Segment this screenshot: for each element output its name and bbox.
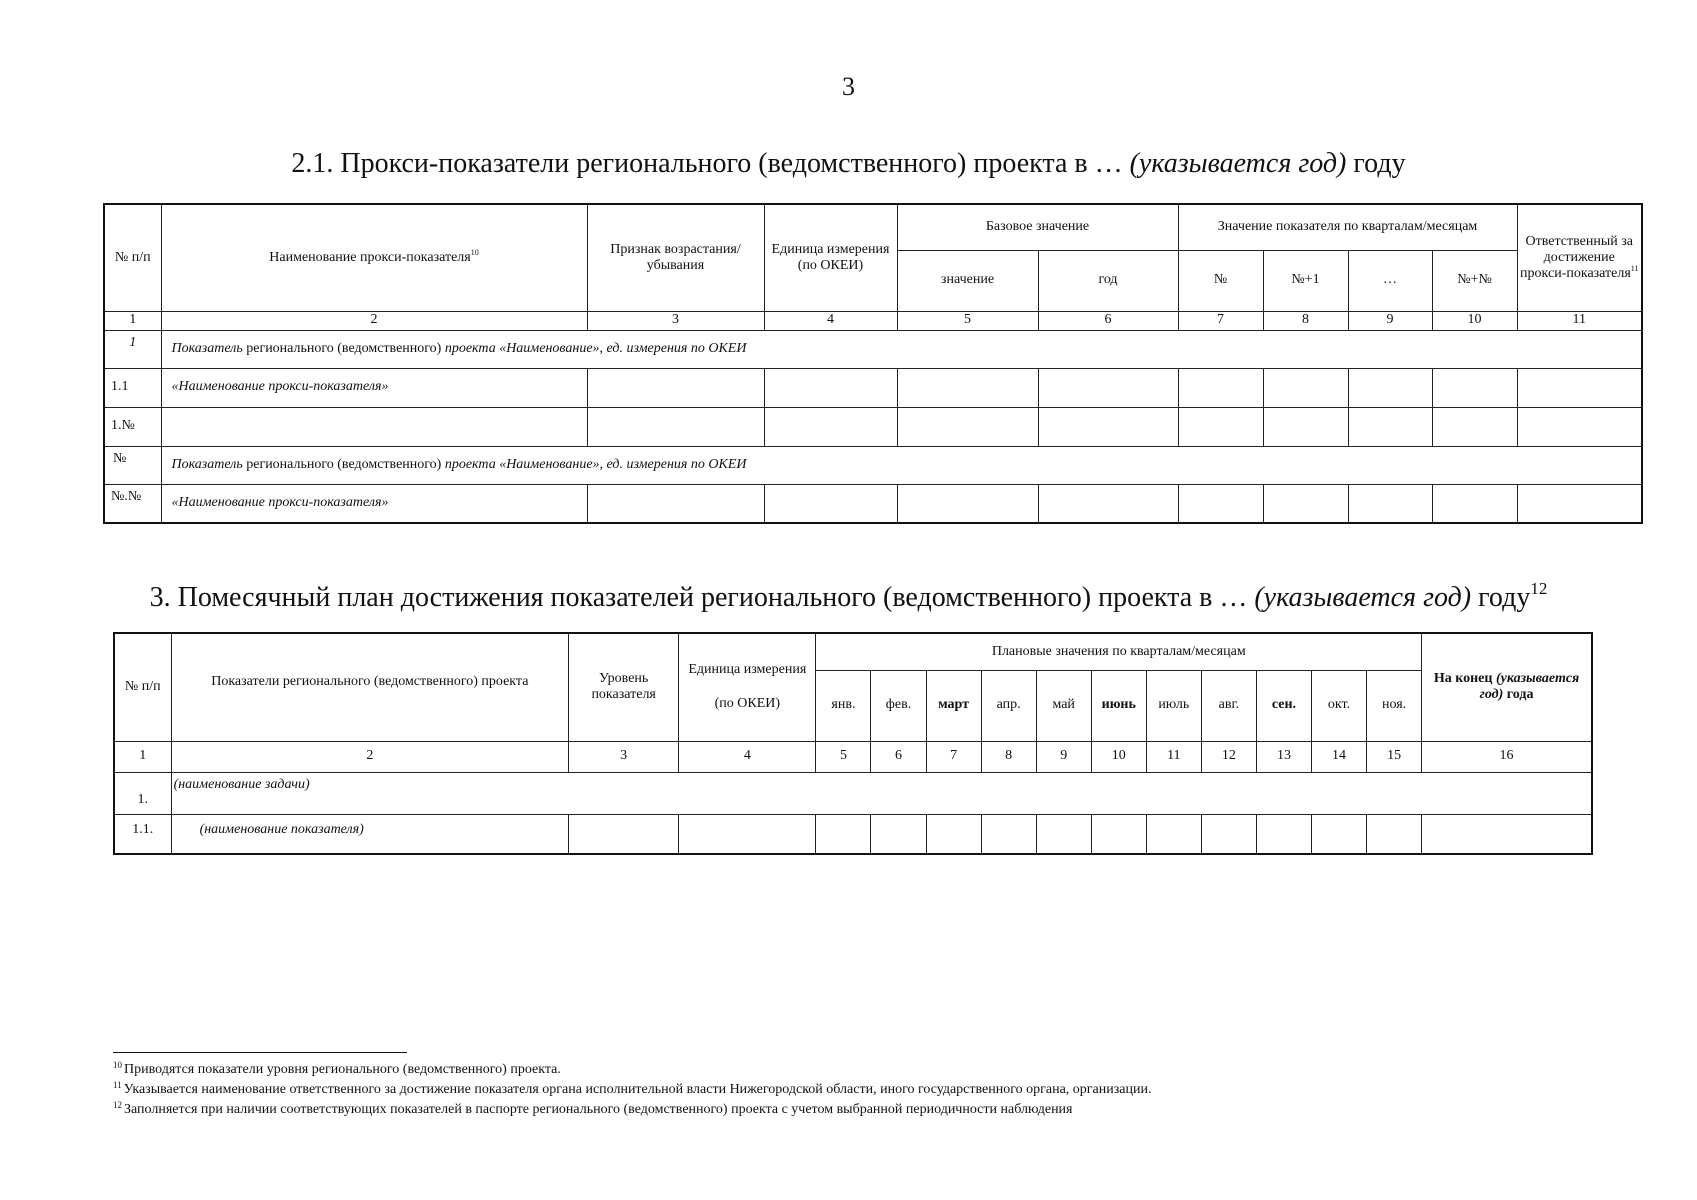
header-q1: № <box>1178 250 1263 311</box>
cell <box>926 814 981 854</box>
header-num: № п/п <box>104 204 161 311</box>
col-number: 1 <box>104 311 161 330</box>
month-jun: июнь <box>1091 670 1146 741</box>
cell <box>1036 814 1091 854</box>
cell <box>569 814 679 854</box>
header-level: Уровень показателя <box>569 633 679 741</box>
footnote-text: Заполняется при наличии соответствующих показателей в паспорте регионального (ведомственного) проекта с учетом выбранной периодичности наблюдения <box>124 1102 1073 1117</box>
row-num: 1.1 <box>104 368 161 407</box>
col-number: 7 <box>1178 311 1263 330</box>
col-number: 8 <box>1263 311 1348 330</box>
cell <box>1091 814 1146 854</box>
cell <box>981 814 1036 854</box>
col-number: 4 <box>764 311 897 330</box>
row-num: 1.№ <box>104 407 161 446</box>
group-label-a: Показатель <box>171 456 243 472</box>
task-num: 1. <box>114 772 171 814</box>
month-feb: фев. <box>871 670 926 741</box>
col-number: 11 <box>1146 741 1201 772</box>
group-num: 1 <box>104 330 161 368</box>
title-italic: (указывается год) <box>1254 582 1472 613</box>
header-end <box>1422 633 1592 741</box>
cell <box>764 407 897 446</box>
col-number: 16 <box>1422 741 1592 772</box>
cell <box>1178 407 1263 446</box>
cell <box>1422 814 1592 854</box>
header-unit-a: Единица измерения <box>688 662 807 678</box>
row-name: «Наименование прокси-показателя» <box>161 484 587 523</box>
header-q4: №+№ <box>1432 250 1517 311</box>
indicator-num: 1.1. <box>114 814 171 854</box>
group-label <box>161 330 1642 368</box>
month-aug: авг. <box>1201 670 1256 741</box>
header-base-value: значение <box>897 250 1038 311</box>
cell <box>897 407 1038 446</box>
header-end-c: года <box>1503 687 1534 703</box>
group-label <box>161 446 1642 484</box>
page-number: 3 <box>842 72 855 101</box>
col-number: 12 <box>1201 741 1256 772</box>
col-number: 1 <box>114 741 171 772</box>
footnote-ref-10: 10 <box>470 247 479 257</box>
cell <box>1178 368 1263 407</box>
group-label-b: регионального (ведомственного) <box>242 456 445 472</box>
cell <box>1311 814 1366 854</box>
cell <box>1038 484 1178 523</box>
header-end-a: На конец <box>1433 671 1496 687</box>
title-end: году <box>1346 148 1406 179</box>
header-end-b: (указывается год) <box>1479 671 1580 703</box>
cell <box>1178 484 1263 523</box>
header-name <box>171 633 569 741</box>
col-number: 14 <box>1311 741 1366 772</box>
cell <box>1263 407 1348 446</box>
month-may: май <box>1036 670 1091 741</box>
title-main: 2.1. Прокси-показатели регионального (ведомственного) проекта в … <box>291 148 1130 179</box>
col-number: 10 <box>1091 741 1146 772</box>
month-jul: июль <box>1146 670 1201 741</box>
header-unit: Единица измерения (по ОКЕИ) <box>764 204 897 311</box>
footnote-10 <box>113 1062 561 1078</box>
header-quarters: Значение показателя по кварталам/месяцам <box>1178 204 1517 250</box>
month-apr: апр. <box>981 670 1036 741</box>
col-number: 3 <box>587 311 764 330</box>
cell <box>1367 814 1422 854</box>
cell <box>1263 368 1348 407</box>
cell <box>1348 407 1432 446</box>
title-main: 3. Помесячный план достижения показателей регионального (ведомственного) проекта в … <box>149 582 1255 613</box>
cell <box>1517 484 1642 523</box>
row-num: №.№ <box>104 484 161 523</box>
month-jan: янв. <box>816 670 871 741</box>
cell <box>587 484 764 523</box>
cell <box>816 814 871 854</box>
row-name <box>161 407 587 446</box>
monthly-plan-table <box>113 632 1593 855</box>
cell <box>1432 484 1517 523</box>
footnote-separator <box>113 1052 407 1053</box>
footnote-mark: 11 <box>113 1080 122 1090</box>
cell <box>587 368 764 407</box>
cell <box>764 484 897 523</box>
header-name-text: Наименование прокси-показателя <box>269 249 471 265</box>
header-base: Базовое значение <box>897 204 1178 250</box>
cell <box>764 368 897 407</box>
header-q2: №+1 <box>1263 250 1348 311</box>
cell <box>897 484 1038 523</box>
header-q3: … <box>1348 250 1432 311</box>
title-italic: (указывается год) <box>1129 148 1347 179</box>
col-number: 6 <box>871 741 926 772</box>
col-number: 10 <box>1432 311 1517 330</box>
footnote-ref-11: 11 <box>1630 263 1639 273</box>
cell <box>679 814 816 854</box>
row-name: «Наименование прокси-показателя» <box>161 368 587 407</box>
group-label-b: регионального (ведомственного) <box>242 340 445 356</box>
title-end: году <box>1471 582 1531 613</box>
col-number: 9 <box>1036 741 1091 772</box>
col-number: 6 <box>1038 311 1178 330</box>
cell <box>897 368 1038 407</box>
header-sign: Признак возрастания/убывания <box>587 204 764 311</box>
header-responsible <box>1517 204 1642 311</box>
month-oct: окт. <box>1311 670 1366 741</box>
cell <box>587 407 764 446</box>
cell <box>1432 368 1517 407</box>
group-label-c: проекта «Наименование», ед. измерения по ОКЕИ <box>444 456 747 472</box>
cell <box>1256 814 1311 854</box>
footnote-ref-12: 12 <box>1530 579 1548 598</box>
footnote-12 <box>113 1102 1073 1118</box>
cell <box>1348 368 1432 407</box>
header-name-text: Показатели регионального (ведомственного) проекта <box>211 674 529 689</box>
header-unit-b: (по ОКЕИ) <box>714 696 781 712</box>
footnote-mark: 10 <box>113 1060 122 1070</box>
col-number: 2 <box>161 311 587 330</box>
cell <box>1517 368 1642 407</box>
month-mar: март <box>926 670 981 741</box>
cell <box>1432 407 1517 446</box>
col-number: 9 <box>1348 311 1432 330</box>
cell <box>871 814 926 854</box>
cell <box>1263 484 1348 523</box>
header-name <box>161 204 587 311</box>
col-number: 3 <box>569 741 679 772</box>
section-title-monthly-plan <box>0 579 1697 614</box>
col-number: 5 <box>897 311 1038 330</box>
task-name: (наименование задачи) <box>171 772 1592 814</box>
group-label-a: Показатель <box>171 340 243 356</box>
section-title-proxy-indicators <box>0 148 1697 180</box>
footnote-11 <box>113 1082 1151 1098</box>
footnote-mark: 12 <box>113 1100 122 1110</box>
cell <box>1038 368 1178 407</box>
footnote-text: Указывается наименование ответственного за достижение показателя органа исполнительной власти Нижегородской области, иного государственного органа, организации. <box>123 1082 1152 1097</box>
group-label-c: проекта «Наименование», ед. измерения по ОКЕИ <box>444 340 747 356</box>
group-num: № <box>104 446 161 484</box>
header-responsible-text: Ответственный за достижение прокси-показателя <box>1520 233 1634 281</box>
col-number: 15 <box>1367 741 1422 772</box>
header-base-year: год <box>1038 250 1178 311</box>
month-nov: ноя. <box>1367 670 1422 741</box>
proxy-indicators-table <box>103 203 1643 524</box>
cell <box>1348 484 1432 523</box>
cell <box>1201 814 1256 854</box>
indicator-name: (наименование показателя) <box>171 814 569 854</box>
cell <box>1146 814 1201 854</box>
header-plan: Плановые значения по кварталам/месяцам <box>816 633 1422 670</box>
cell <box>1038 407 1178 446</box>
month-sep: сен. <box>1256 670 1311 741</box>
footnote-text: Приводятся показатели уровня регионального (ведомственного) проекта. <box>124 1062 561 1077</box>
cell <box>1517 407 1642 446</box>
col-number: 13 <box>1256 741 1311 772</box>
col-number: 4 <box>679 741 816 772</box>
col-number: 8 <box>981 741 1036 772</box>
header-num: № п/п <box>114 633 171 741</box>
col-number: 2 <box>171 741 569 772</box>
col-number: 7 <box>926 741 981 772</box>
header-unit <box>679 633 816 741</box>
col-number: 5 <box>816 741 871 772</box>
col-number: 11 <box>1517 311 1642 330</box>
